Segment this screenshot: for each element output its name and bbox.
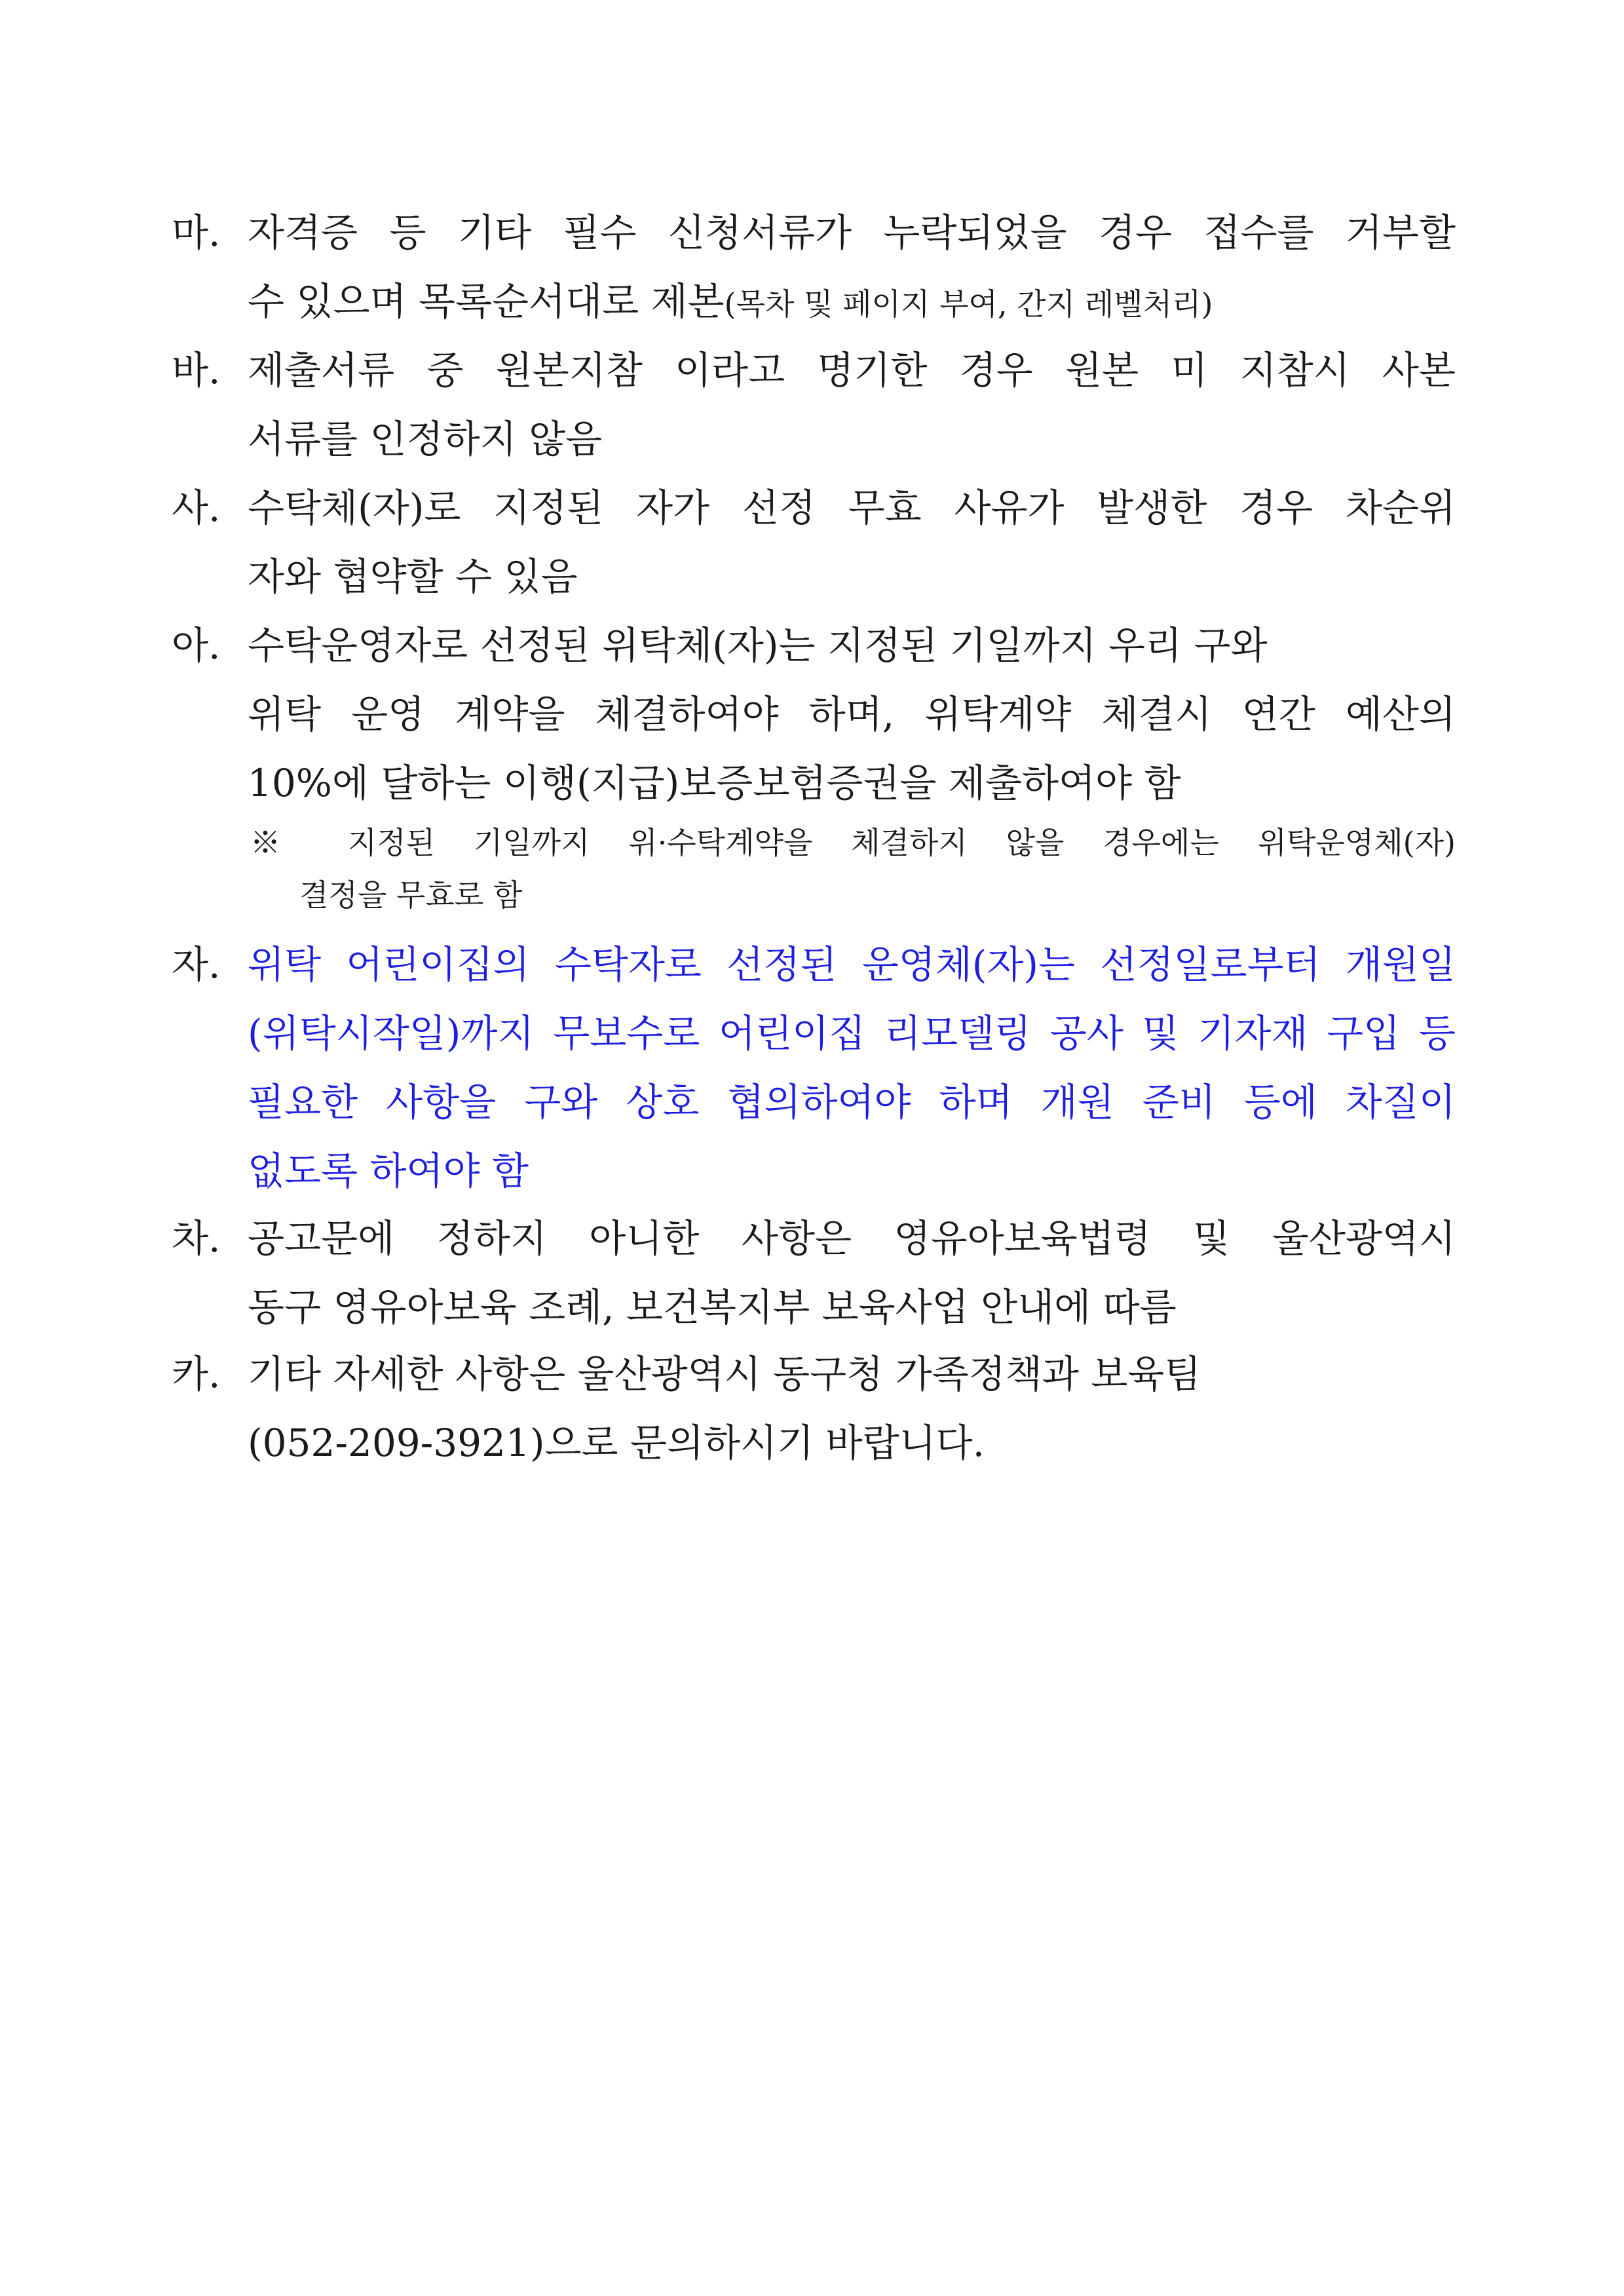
item-text-line [248,278,1456,324]
item-text-line: 위탁 어린이집의 수탁자로 선정된 운영체(자)는 선정일로부터 개원일 [248,942,1456,987]
item-text-line: 위탁 운영 계약을 체결하여야 하며, 위탁계약 체결시 연간 예산의 [248,692,1456,737]
item-marker: 아. [172,623,221,668]
item-text-line: 수탁체(자)로 지정된 자가 선정 무효 사유가 발생한 경우 차순위 [248,486,1456,530]
item-marker: 차. [172,1216,221,1261]
item-text-line: 기타 자세한 사항은 울산광역시 동구청 가족정책과 보육팀 [248,1352,1201,1396]
item-text-line: 수탁운영자로 선정된 위탁체(자)는 지정된 기일까지 우리 구와 [248,623,1268,668]
item-text-line: 10%에 달하는 이행(지급)보증보험증권을 제출하여야 함 [248,761,1181,805]
item-text-line: (052-209-3921)으로 문의하시기 바랍니다. [248,1421,985,1465]
item-marker: 사. [172,486,221,530]
note-text-line: ※ 지정된 기일까지 위·수탁계약을 체결하지 않을 경우에는 위탁운영체(자) [250,825,1456,860]
item-marker: 카. [172,1352,221,1396]
item-text-small: (목차 및 페이지 부여, 간지 레벨처리) [724,286,1213,322]
item-text-line: 제출서류 중 원본지참 이라고 명기한 경우 원본 미 지참시 사본 [248,348,1456,392]
item-marker: 자. [172,942,221,987]
note-text-line: 결정을 무효로 함 [299,877,523,913]
item-text-line: 필요한 사항을 구와 상호 협의하여야 하며 개원 준비 등에 차질이 [248,1080,1456,1124]
item-marker: 마. [172,210,221,255]
item-text-line: 공고문에 정하지 아니한 사항은 영유아보육법령 및 울산광역시 [248,1216,1456,1261]
item-marker: 바. [172,348,221,392]
item-text-line: 자와 협약할 수 있음 [248,554,578,599]
item-text-line: 서류를 인정하지 않음 [248,417,603,461]
item-text-line: (위탁시작일)까지 무보수로 어린이집 리모델링 공사 및 기자재 구입 등 [248,1011,1456,1056]
item-text-line: 동구 영유아보육 조례, 보건복지부 보육사업 안내에 따름 [248,1285,1177,1330]
item-text-line: 없도록 하여야 함 [248,1149,529,1193]
item-text-main: 수 있으며 목록순서대로 제본 [248,279,725,324]
item-text-line: 자격증 등 기타 필수 신청서류가 누락되었을 경우 접수를 거부할 [248,210,1456,255]
